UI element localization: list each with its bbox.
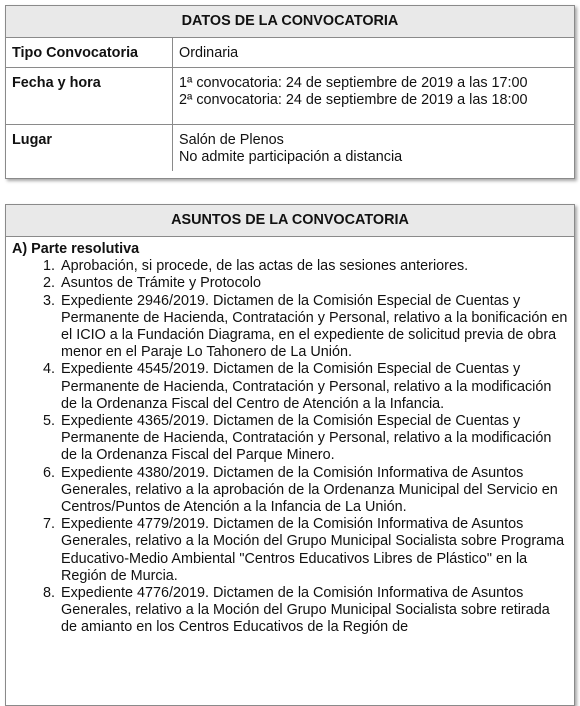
list-item: 3. Expediente 2946/2019. Dictamen de la Comisión Especial de Cuentas y Permanente de Hacienda, Contratación y Personal, relativo a la bonificación en el ICIO a la Fundación Diagrama, en el expediente de solicitud previa de obra menor en el Paraje Lo Tahonero de La Unión.: [59, 293, 568, 362]
row-value-lugar: [173, 125, 575, 172]
datos-convocatoria-panel: [5, 5, 575, 179]
section-title: A) Parte resolutiva: [12, 241, 140, 257]
list-item: 5. Expediente 4365/2019. Dictamen de la Comisión Especial de Cuentas y Permanente de Hacienda, Contratación y Personal, relativo a la modificación de la Ordenanza Fiscal del Parque Minero.: [59, 413, 568, 465]
list-item: 1. Aprobación, si procede, de las actas de las sesiones anteriores.: [59, 258, 568, 275]
asuntos-header: ASUNTOS DE LA CONVOCATORIA: [6, 205, 574, 237]
row-value-fecha: [173, 68, 575, 125]
value-line: Salón de Plenos: [179, 132, 284, 148]
asuntos-convocatoria-panel: [5, 204, 575, 706]
datos-header: DATOS DE LA CONVOCATORIA: [6, 6, 574, 38]
list-item: 4. Expediente 4545/2019. Dictamen de la Comisión Especial de Cuentas y Permanente de Hacienda, Contratación y Personal, relativo a la modificación de la Ordenanza Fiscal del Centro de Atención a la Infancia.: [59, 361, 568, 413]
row-label-fecha: Fecha y hora: [6, 68, 173, 125]
list-item: 7. Expediente 4779/2019. Dictamen de la Comisión Informativa de Asuntos Generales, relativo a la Moción del Grupo Municipal Socialista sobre Programa Educativo-Medio Ambiental "Centros Educativos Libres de Plástico" en la Región de Murcia.: [59, 516, 568, 585]
row-label-lugar: Lugar: [6, 125, 173, 172]
table-row: [6, 125, 574, 172]
value-line: Ordinaria: [179, 45, 239, 61]
value-line: No admite participación a distancia: [179, 149, 403, 165]
agenda-list: [12, 258, 568, 636]
table-row: [6, 68, 574, 125]
value-line: 2ª convocatoria: 24 de septiembre de 2019 a las 18:00: [179, 92, 528, 108]
list-item: 6. Expediente 4380/2019. Dictamen de la Comisión Informativa de Asuntos Generales, relativo a la aprobación de la Ordenanza Municipal del Servicio en Centros/Puntos de Atención a la Infancia de La Unión.: [59, 465, 568, 517]
datos-table: [6, 38, 574, 171]
value-line: 1ª convocatoria: 24 de septiembre de 2019 a las 17:00: [179, 75, 528, 91]
asuntos-content: [6, 237, 574, 637]
list-item: 2. Asuntos de Trámite y Protocolo: [59, 275, 568, 292]
table-row: [6, 38, 574, 68]
list-item: 8. Expediente 4776/2019. Dictamen de la Comisión Informativa de Asuntos Generales, relativo a la Moción del Grupo Municipal Socialista sobre retirada de amianto en los Centros Educativos de la Región de: [59, 585, 568, 637]
row-label-tipo: Tipo Convocatoria: [6, 38, 173, 68]
row-value-tipo: [173, 38, 575, 68]
